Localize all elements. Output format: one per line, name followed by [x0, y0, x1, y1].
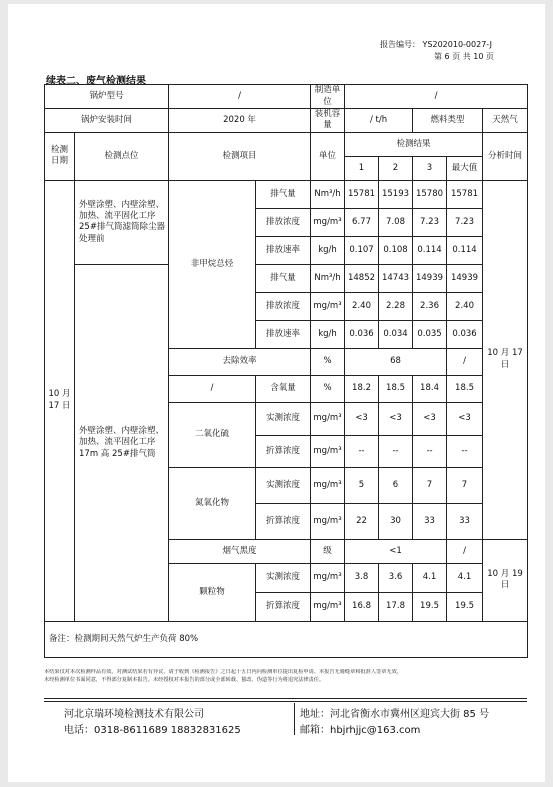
footer-divider: [44, 698, 527, 699]
unit-cell: mg/m³: [311, 208, 345, 236]
value-3: --: [413, 435, 447, 467]
remark: 备注：检测期间天然气炉生产负荷 80%: [45, 621, 528, 657]
install-time-value: 2020 年: [169, 109, 311, 133]
item-nox: 氮氧化物: [169, 467, 256, 539]
value-3: 7: [413, 467, 447, 503]
value-max: /: [447, 539, 483, 563]
value-2: 0.108: [379, 236, 413, 264]
unit-cell: %: [311, 375, 345, 402]
col-results: 检测结果: [345, 132, 483, 156]
unit-cell: mg/m³: [311, 435, 345, 467]
value-1: 0.107: [345, 236, 379, 264]
sub-item: 排放速率: [256, 320, 311, 348]
item-particulate: 颗粒物: [169, 563, 256, 621]
value-2: 3.6: [379, 563, 413, 592]
sub-item: 折算浓度: [256, 592, 311, 621]
value-2: 14743: [379, 264, 413, 292]
value-2: 2.28: [379, 292, 413, 320]
disclaimer-line: 本结果仅对本次检测样品有效。对测试结果若有异议，请于收到《检测报告》之日起十五日内向检测单位提出复检申请。本报告无骑缝章和批准人签章无效，: [44, 669, 402, 675]
unit-cell: 级: [311, 539, 345, 563]
value-1: 0.036: [345, 320, 379, 348]
value-2: 0.034: [379, 320, 413, 348]
col-r1: 1: [345, 156, 379, 180]
value-max: <3: [447, 402, 483, 435]
capacity-value: / t/h: [345, 109, 413, 133]
col-unit: 单位: [311, 132, 345, 180]
value-3: 4.1: [413, 563, 447, 592]
point-outlet: 外壁涂塑、内壁涂塑、加热、流平固化工序 17m 高 25#排气筒: [75, 264, 169, 621]
value-1: 2.40: [345, 292, 379, 320]
col-analysis-time: 分析时间: [483, 132, 528, 180]
col-point: 检测点位: [75, 132, 169, 180]
value-1: 15781: [345, 180, 379, 208]
value-max: --: [447, 435, 483, 467]
value-1: 14852: [345, 264, 379, 292]
unit-cell: mg/m³: [311, 292, 345, 320]
report-number: 报告编号： YS202010-0027-J: [380, 40, 492, 49]
emission-results-table: [44, 84, 528, 658]
col-date: 检测日期: [45, 132, 75, 180]
date-cell: 10 月 17 日: [45, 180, 75, 621]
point-before-treatment: 外壁涂塑、内壁涂塑、加热、流平固化工序 25#排气筒滤筒除尘器处理前: [75, 180, 169, 264]
analysis-time-a: 10 月 17 日: [483, 180, 528, 539]
value-1: 5: [345, 467, 379, 503]
value-3: 14939: [413, 264, 447, 292]
value-max: 33: [447, 503, 483, 539]
value-2: <3: [379, 402, 413, 435]
value-1: 18.2: [345, 375, 379, 402]
col-max: 最大值: [447, 156, 483, 180]
sub-item-removal-efficiency: 去除效率: [169, 348, 311, 375]
value-2: 30: [379, 503, 413, 539]
unit-cell: kg/h: [311, 320, 345, 348]
manufacturer-label: 制造单位: [311, 85, 345, 109]
analysis-time-b: 10 月 19 日: [483, 539, 528, 621]
value-3: 0.035: [413, 320, 447, 348]
value-merged: 68: [345, 348, 447, 375]
value-max: 0.114: [447, 236, 483, 264]
value-3: 2.36: [413, 292, 447, 320]
sub-item: 折算浓度: [256, 435, 311, 467]
sub-item: 排气量: [256, 180, 311, 208]
value-1: 6.77: [345, 208, 379, 236]
value-max: 0.036: [447, 320, 483, 348]
page-info: 第 6 页 共 10 页: [434, 52, 494, 61]
value-2: 17.8: [379, 592, 413, 621]
unit-cell: mg/m³: [311, 563, 345, 592]
sub-item: 排放浓度: [256, 292, 311, 320]
value-3: 7.23: [413, 208, 447, 236]
sub-item: 排放浓度: [256, 208, 311, 236]
value-1: 22: [345, 503, 379, 539]
value-3: 33: [413, 503, 447, 539]
value-2: 7.08: [379, 208, 413, 236]
value-max: 7: [447, 467, 483, 503]
footer-email: 邮箱：hbjrhjjc@163.com: [300, 725, 421, 736]
unit-cell: mg/m³: [311, 467, 345, 503]
value-2: 18.5: [379, 375, 413, 402]
unit-cell: %: [311, 348, 345, 375]
sub-item-oxygen: 含氧量: [256, 375, 311, 402]
value-1: <3: [345, 402, 379, 435]
sub-item: 实测浓度: [256, 563, 311, 592]
unit-cell: Nm³/h: [311, 180, 345, 208]
value-max: 7.23: [447, 208, 483, 236]
value-max: /: [447, 348, 483, 375]
value-2: --: [379, 435, 413, 467]
item-so2: 二氧化硫: [169, 402, 256, 467]
col-r3: 3: [413, 156, 447, 180]
fuel-type-label: 燃料类型: [413, 109, 483, 133]
item-smoke-blackness: 烟气黑度: [169, 539, 311, 563]
value-max: 14939: [447, 264, 483, 292]
footer-divider: [44, 701, 527, 702]
footer-address: 地址：河北省衡水市冀州区迎宾大街 85 号: [300, 709, 490, 720]
value-max: 18.5: [447, 375, 483, 402]
value-max: 2.40: [447, 292, 483, 320]
fuel-type-value: 天然气: [483, 109, 528, 133]
item-nmhc: 非甲烷总烃: [169, 180, 256, 348]
value-2: 6: [379, 467, 413, 503]
value-merged: <1: [345, 539, 447, 563]
install-time-label: 锅炉安装时间: [45, 109, 169, 133]
value-1: 16.8: [345, 592, 379, 621]
disclaimer-line: 未经检测单位书面同意，不得部分复制本报告。未经授权对本报告的部分或全部转载、篡改、伪造等行为将追究法律责任。: [44, 676, 325, 683]
item-slash: /: [169, 375, 256, 402]
footer-company: 河北京瑞环境检测技术有限公司: [64, 709, 204, 720]
report-page: [8, 4, 545, 782]
value-3: 19.5: [413, 592, 447, 621]
value-3: 18.4: [413, 375, 447, 402]
value-3: 15780: [413, 180, 447, 208]
sub-item: 排放速率: [256, 236, 311, 264]
footer-separator: [294, 703, 295, 735]
value-3: 0.114: [413, 236, 447, 264]
unit-cell: mg/m³: [311, 402, 345, 435]
col-item: 检测项目: [169, 132, 311, 180]
value-1: --: [345, 435, 379, 467]
disclaimer: [44, 669, 527, 685]
value-max: 15781: [447, 180, 483, 208]
value-max: 19.5: [447, 592, 483, 621]
unit-cell: mg/m³: [311, 503, 345, 539]
footer-phone: 电话：0318-8611689 18832831625: [64, 725, 241, 736]
sub-item: 折算浓度: [256, 503, 311, 539]
value-max: 4.1: [447, 563, 483, 592]
value-1: 3.8: [345, 563, 379, 592]
unit-cell: mg/m³: [311, 592, 345, 621]
boiler-model-label: 锅炉型号: [45, 85, 169, 109]
col-r2: 2: [379, 156, 413, 180]
value-3: <3: [413, 402, 447, 435]
unit-cell: Nm³/h: [311, 264, 345, 292]
sub-item: 排气量: [256, 264, 311, 292]
capacity-label: 装机容量: [311, 109, 345, 133]
value-2: 15193: [379, 180, 413, 208]
unit-cell: kg/h: [311, 236, 345, 264]
section-title: 续表二、废气检测结果: [46, 76, 146, 87]
boiler-model-value: /: [169, 85, 311, 109]
manufacturer-value: /: [345, 85, 528, 109]
sub-item: 实测浓度: [256, 402, 311, 435]
sub-item: 实测浓度: [256, 467, 311, 503]
